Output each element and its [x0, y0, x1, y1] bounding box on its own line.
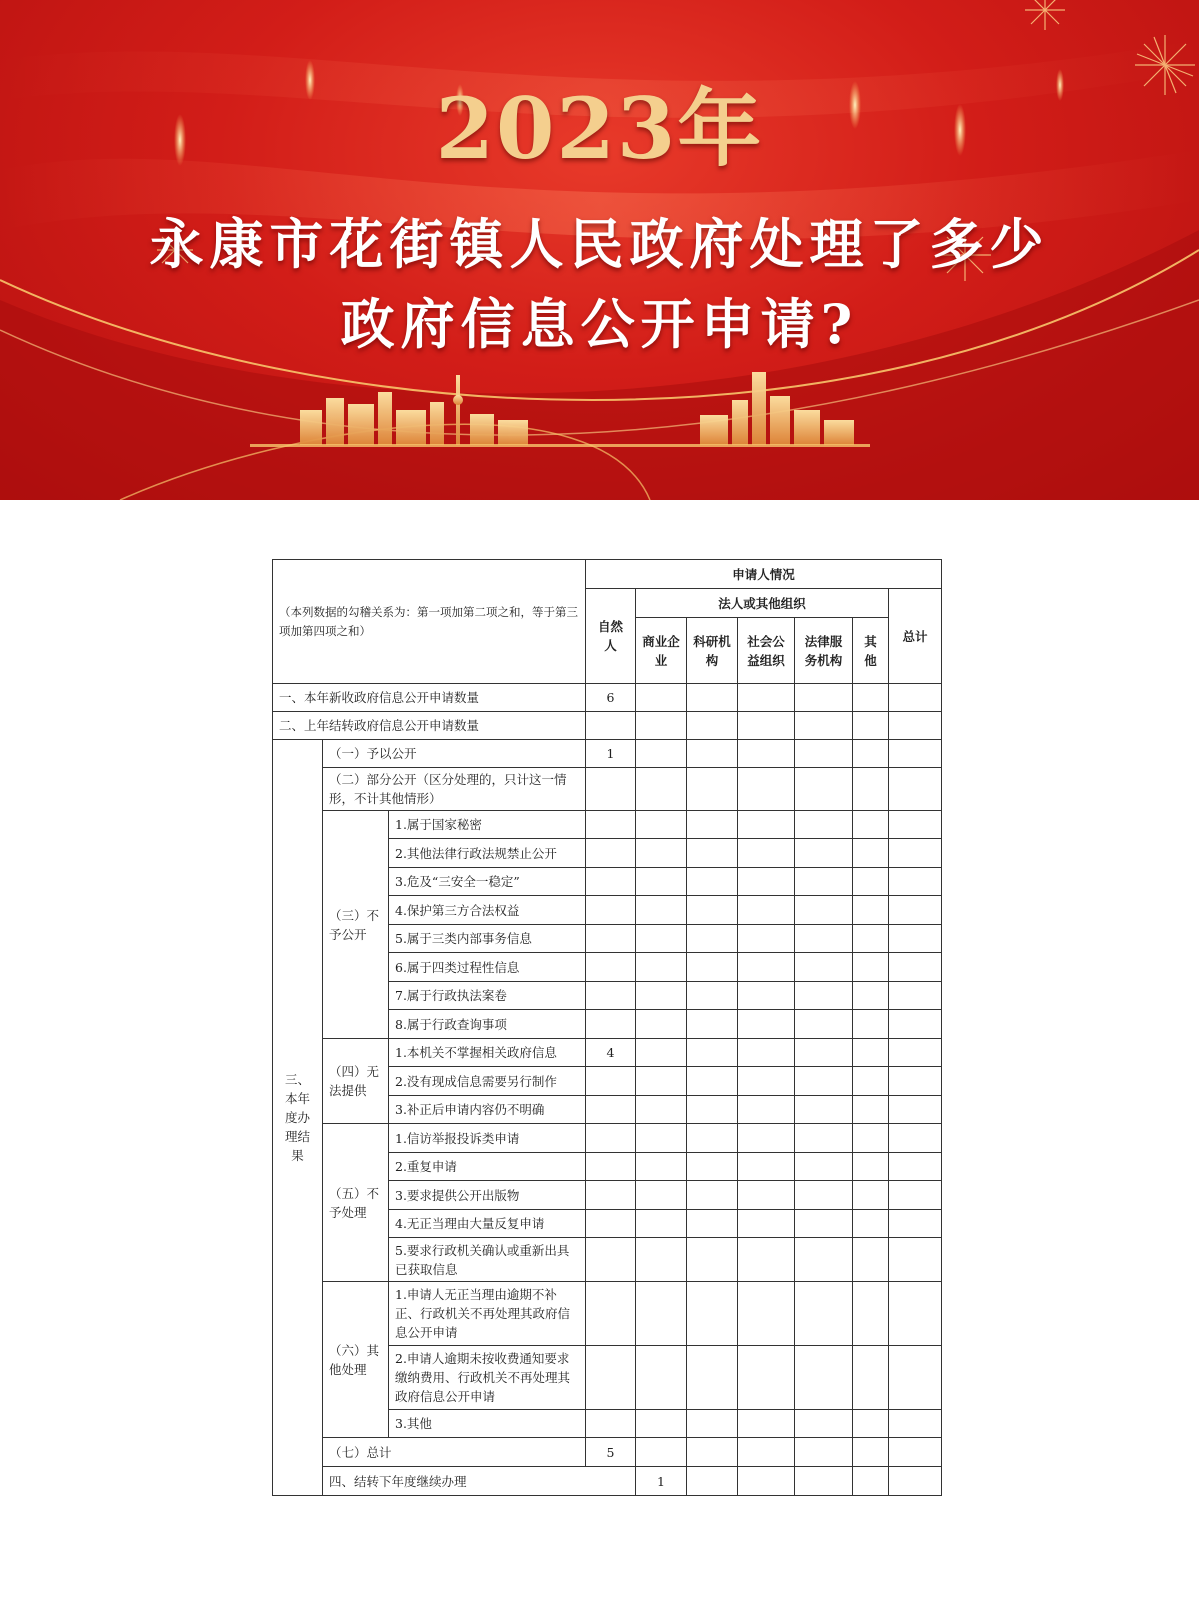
row-label: 2.没有现成信息需要另行制作: [389, 1067, 586, 1096]
table-row: [273, 1467, 942, 1496]
row-label: 5.要求行政机关确认或重新出具已获取信息: [389, 1238, 586, 1282]
row-label: 2.申请人逾期未按收费通知要求缴纳费用、行政机关不再处理其政府信息公开申请: [389, 1346, 586, 1410]
table-note: （本列数据的勾稽关系为：第一项加第二项之和，等于第三项加第四项之和）: [273, 560, 586, 684]
row-label: 1.申请人无正当理由逾期不补正、行政机关不再处理其政府信息公开申请: [389, 1282, 586, 1346]
group3-label: （三）不予公开: [323, 811, 389, 1039]
header-total: 总计: [889, 589, 942, 684]
row-label: 5.属于三类内部事务信息: [389, 925, 586, 953]
row-label: （二）部分公开（区分处理的，只计这一情形，不计其他情形）: [323, 768, 586, 811]
header-natural-person: 自然人: [586, 589, 636, 684]
banner: [0, 0, 1199, 500]
table-row: [273, 1039, 942, 1067]
row-label: 二、上年结转政府信息公开申请数量: [273, 712, 586, 740]
row-label: 3.补正后申请内容仍不明确: [389, 1096, 586, 1124]
row-label: 2.其他法律行政法规禁止公开: [389, 839, 586, 868]
section3-label: 三、本年度办理结果: [273, 740, 323, 1496]
group5-label: （五）不予处理: [323, 1124, 389, 1282]
row-label: 3.其他: [389, 1410, 586, 1438]
cell-natural: 5: [586, 1438, 636, 1467]
banner-year: 2023年: [435, 79, 764, 178]
row-label: 4.保护第三方合法权益: [389, 896, 586, 925]
table-row: [273, 1282, 942, 1346]
table-row: [273, 811, 942, 839]
row-label: 3.要求提供公开出版物: [389, 1181, 586, 1210]
cell-natural: 1: [586, 740, 636, 768]
row-label: 8.属于行政查询事项: [389, 1010, 586, 1039]
row-label: 7.属于行政执法案卷: [389, 982, 586, 1010]
row-label: 1.信访举报投诉类申请: [389, 1124, 586, 1153]
header-applicant-situation: 申请人情况: [586, 560, 942, 589]
table-row: [273, 1438, 942, 1467]
cell-natural: [586, 768, 636, 811]
header-other: 其他: [853, 618, 889, 684]
table-row: [273, 768, 942, 811]
row-label: 4.无正当理由大量反复申请: [389, 1210, 586, 1238]
header-legal-service: 法律服务机构: [795, 618, 853, 684]
cell-natural: 6: [586, 684, 636, 712]
table-row: [273, 712, 942, 740]
banner-title-line2: 政府信息公开申请?: [340, 292, 859, 356]
group4-label: （四）无法提供: [323, 1039, 389, 1124]
row-label: 1.本机关不掌握相关政府信息: [389, 1039, 586, 1067]
report-table: [272, 559, 942, 1496]
banner-title-line1: 永康市花街镇人民政府处理了多少: [149, 212, 1050, 276]
cell-natural: 1: [636, 1467, 687, 1496]
row-label: （七）总计: [323, 1438, 586, 1467]
header-research: 科研机构: [687, 618, 738, 684]
cell-natural: [586, 712, 636, 740]
row-label: 6.属于四类过程性信息: [389, 953, 586, 982]
row-label: 四、结转下年度继续办理: [323, 1467, 636, 1496]
header-commercial: 商业企业: [636, 618, 687, 684]
header-social-welfare: 社会公益组织: [738, 618, 795, 684]
group6-label: （六）其他处理: [323, 1282, 389, 1438]
cell-natural: 4: [586, 1039, 636, 1067]
row-label: （一）予以公开: [323, 740, 586, 768]
table-row: [273, 740, 942, 768]
row-label: 3.危及“三安全一稳定”: [389, 868, 586, 896]
row-label: 一、本年新收政府信息公开申请数量: [273, 684, 586, 712]
header-legal-org: 法人或其他组织: [636, 589, 889, 618]
table-row: [273, 1124, 942, 1153]
row-label: 1.属于国家秘密: [389, 811, 586, 839]
table-row: [273, 684, 942, 712]
row-label: 2.重复申请: [389, 1153, 586, 1181]
